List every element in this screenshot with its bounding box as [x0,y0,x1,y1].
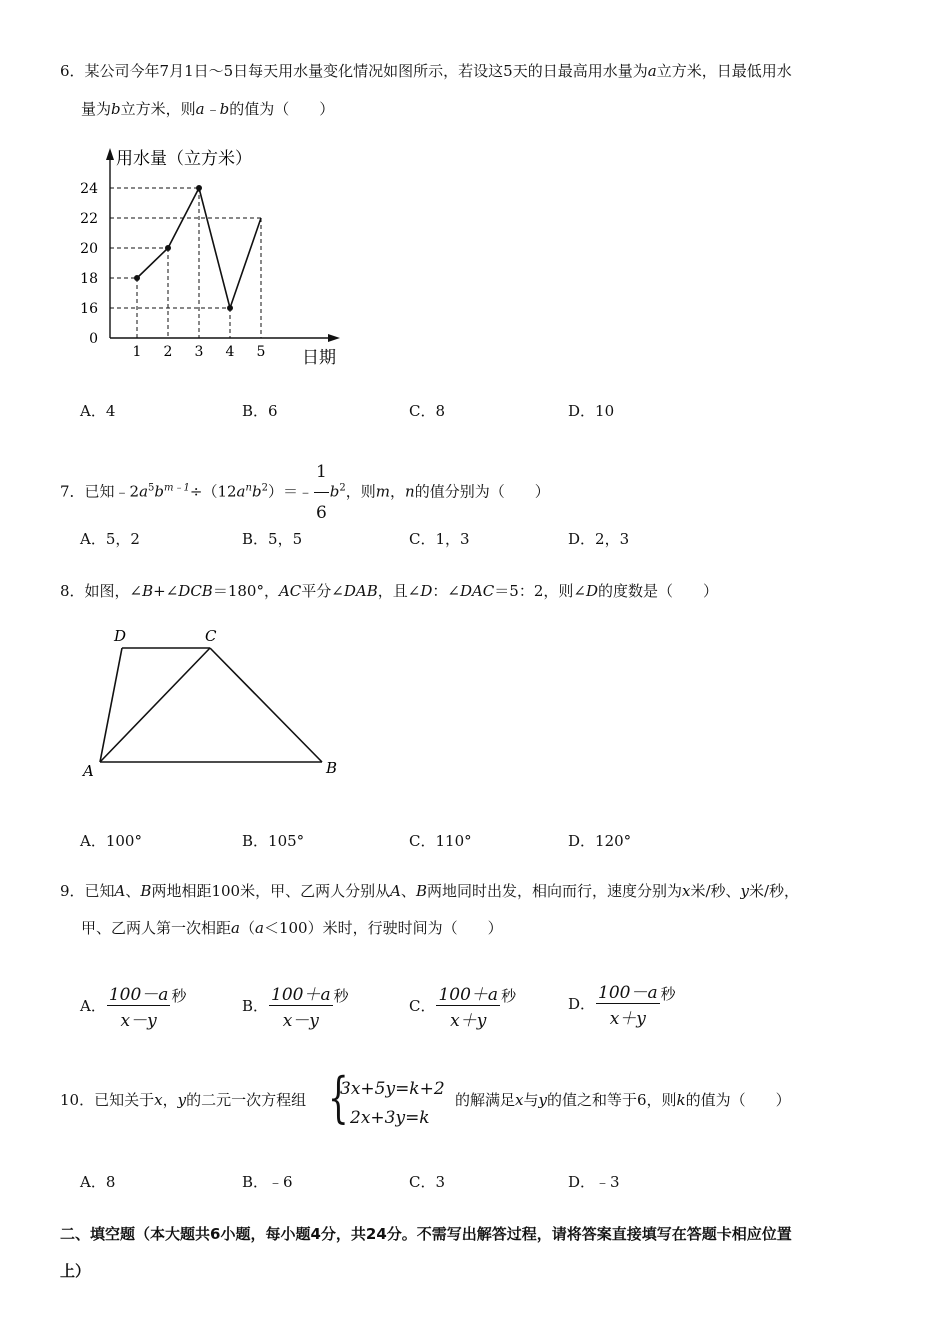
q8-var: DCB [178,582,213,600]
q9-text: 、 [400,882,416,900]
q6-var-b: b [111,100,121,118]
section-2-heading-cont: 上） [60,1262,91,1280]
q10-equation-1: 3x+5y=k+2 [340,1079,445,1099]
q9-var: B [415,882,427,900]
q9-option-fraction [596,978,660,1029]
q10-var: x [154,1091,163,1109]
q8-text: 的度数是（ ） [597,582,718,600]
q9-option-unit: 秒 [171,987,187,1005]
q7-fraction [314,452,329,533]
q10-equation-2: 2x+3y=k [350,1108,430,1128]
q7-exp: 2 [261,482,268,494]
x-tick-label: 3 [194,344,204,360]
q9-text: 、 [125,882,141,900]
chart-ylabel: 用水量（立方米） [116,149,252,169]
q9-var: A [114,882,126,900]
q6-option-c[interactable]: C．8 [409,402,446,420]
q9-text: 甲、乙两人第一次相距 [81,919,232,937]
q7-option-d[interactable]: D．2，3 [568,530,630,548]
q7-text: ÷（12 [189,482,237,501]
q9-var: a [231,919,240,937]
q7-exp: 5 [148,482,155,494]
x-axis-arrow [328,334,340,342]
q9-option-b[interactable] [242,980,349,1031]
q9-text: 两地相距100米，甲、乙两人分别从 [151,882,391,900]
q10-text: ， [162,1091,178,1109]
q7-exp: m﹣1 [164,482,190,494]
q9-option-unit: 秒 [660,985,676,1003]
q6-text: 6．某公司今年7月1日～5日每天用水量变化情况如图所示，若设这5天的日最高用水量为 [60,62,648,80]
q7-text: ）＝﹣ [267,482,313,501]
q9-option-fraction [436,980,500,1031]
frac-num: 100－a [107,980,171,1006]
data-point [196,185,202,191]
q8-option-a[interactable]: A．100° [80,832,142,850]
q10-text: 的值为（ ） [685,1091,791,1109]
q9-var: a [254,919,264,937]
x-tick-label: 2 [163,344,173,360]
frac-num: 100＋a [269,980,333,1006]
q8-text: 8．如图，∠ [60,582,143,600]
q8-stem [60,580,718,601]
y-tick-label: 16 [80,301,98,317]
q7-var: n [405,482,415,501]
q9-option-label: D． [568,995,596,1013]
q7-var: b [251,482,262,501]
q6-text: 立方米，日最低用水 [656,62,792,80]
y-tick-label: 24 [80,181,98,197]
q8-text: +∠ [153,582,179,600]
edge-da [100,648,122,762]
q9-option-fraction [107,980,171,1031]
frac-den: x＋y [609,1009,646,1029]
q8-option-d[interactable]: D．120° [568,832,632,850]
q6-line2 [81,98,334,119]
q7-option-b[interactable]: B．5，5 [242,530,303,548]
y-tick-label: 22 [80,211,98,227]
frac-num: 100－a [596,978,660,1004]
q9-option-unit: 秒 [333,987,349,1005]
x-tick-label: 5 [256,344,266,360]
q10-text: 的解满足 [455,1091,516,1109]
q10-text: 10．已知关于 [60,1091,155,1109]
q9-option-fraction [269,980,333,1031]
q8-var: DAB [343,582,378,600]
q9-var: y [740,882,749,900]
q7-var: a [236,482,246,501]
q8-var: B [142,582,154,600]
section-2-heading: 二、填空题（本大题共6小题，每小题4分，共24分。不需写出解答过程，请将答案直接填写在答题卡相应位置 [60,1225,792,1243]
y-tick-label: 18 [80,271,98,287]
q8-text: ＝5：2，则∠ [494,582,586,600]
q7-var: b [329,482,340,501]
q9-text: （ [239,919,255,937]
q9-option-label: A． [80,997,106,1015]
q8-option-b[interactable]: B．105° [242,832,305,850]
q9-line2 [81,917,503,938]
q9-var: B [140,882,152,900]
water-usage-chart [80,140,380,375]
q6-option-a[interactable]: A．4 [80,402,116,420]
q7-frac-num: 1 [314,452,329,493]
q6-var-a: a [647,62,657,80]
q7-text: ，则 [345,482,376,501]
q9-option-label: C． [409,997,436,1015]
q9-var: x [681,882,691,900]
q6-line1 [60,60,792,81]
y-tick-label: 0 [89,331,98,347]
q10-option-a[interactable]: A．8 [80,1173,116,1191]
q7-text: ， [390,482,406,501]
data-point [227,305,233,311]
q9-text: 米/秒、 [690,882,741,900]
diagonal-ac [100,648,210,762]
q8-text: ：∠ [432,582,460,600]
q8-var: D [585,582,598,600]
q7-frac-den: 6 [315,503,327,523]
q9-option-a[interactable] [80,980,186,1031]
q6-text: 立方米，则 [120,100,196,118]
q7-exp: 2 [339,482,346,494]
q10-stem-left [60,1089,306,1110]
frac-den: x－y [120,1011,157,1031]
q7-var: b [154,482,165,501]
y-axis-arrow [106,148,114,160]
data-point [165,245,171,251]
system-brace: { [328,1066,349,1129]
frac-den: x＋y [450,1011,487,1031]
q9-option-d[interactable] [568,978,676,1029]
q7-option-a[interactable]: A．5，2 [80,530,140,548]
q6-option-b[interactable]: B．6 [242,402,278,420]
q7-text: 7．已知﹣2 [60,482,140,501]
q8-option-c[interactable]: C．110° [409,832,472,850]
q10-text: 的二元一次方程组 [186,1091,307,1109]
label-b: B [326,759,338,777]
q9-text: 两地同时出发，相向而行，速度分别为 [426,882,682,900]
q7-var: m [375,482,391,501]
q8-var: D [420,582,433,600]
q9-text: 米/秒， [749,882,800,900]
q9-option-unit: 秒 [501,987,517,1005]
label-a: A [83,762,94,780]
q7-text: 的值分别为（ ） [414,482,550,501]
chart-xlabel: 日期 [302,348,336,368]
q7-stem [60,452,550,533]
edge-cb [210,648,322,762]
q10-text: 的值之和等于6，则 [546,1091,677,1109]
q10-var: y [177,1091,187,1109]
q6-text: 量为 [81,100,112,118]
frac-num: 100＋a [436,980,500,1006]
q9-var: A [390,882,401,900]
q10-option-d[interactable]: D．﹣3 [568,1173,620,1191]
q9-line1 [60,880,799,901]
q10-option-c[interactable]: C．3 [409,1173,446,1191]
q9-option-label: B． [242,997,269,1015]
q10-var: y [538,1091,547,1109]
q7-var: a [139,482,149,501]
q10-stem-right [455,1089,791,1110]
y-tick-label: 20 [80,241,98,257]
q6-option-d[interactable]: D．10 [568,402,615,420]
q10-var: k [676,1091,686,1109]
q9-text: ＜100）米时，行驶时间为（ ） [263,919,503,937]
q6-text: 的值为（ ） [229,100,335,118]
x-tick-label: 4 [225,344,235,360]
q9-text: 9．已知 [60,882,115,900]
q6-expr: a﹣b [195,100,230,118]
trapezoid-figure [80,620,360,790]
q8-text: ＝180°， [212,582,279,600]
q8-text: ，且∠ [377,582,421,600]
frac-den: x－y [282,1011,319,1031]
label-c: C [205,627,217,645]
q10-var: x [515,1091,524,1109]
q7-exp: n [245,482,252,494]
q10-option-b[interactable]: B．﹣6 [242,1173,293,1191]
data-point [134,275,140,281]
x-tick-label: 1 [132,344,142,360]
q10-text: 与 [523,1091,539,1109]
q8-var: DAC [459,582,495,600]
q9-option-c[interactable] [409,980,516,1031]
q8-var: AC [278,582,302,600]
q7-option-c[interactable]: C．1，3 [409,530,470,548]
label-d: D [114,627,127,645]
q8-text: 平分∠ [301,582,344,600]
